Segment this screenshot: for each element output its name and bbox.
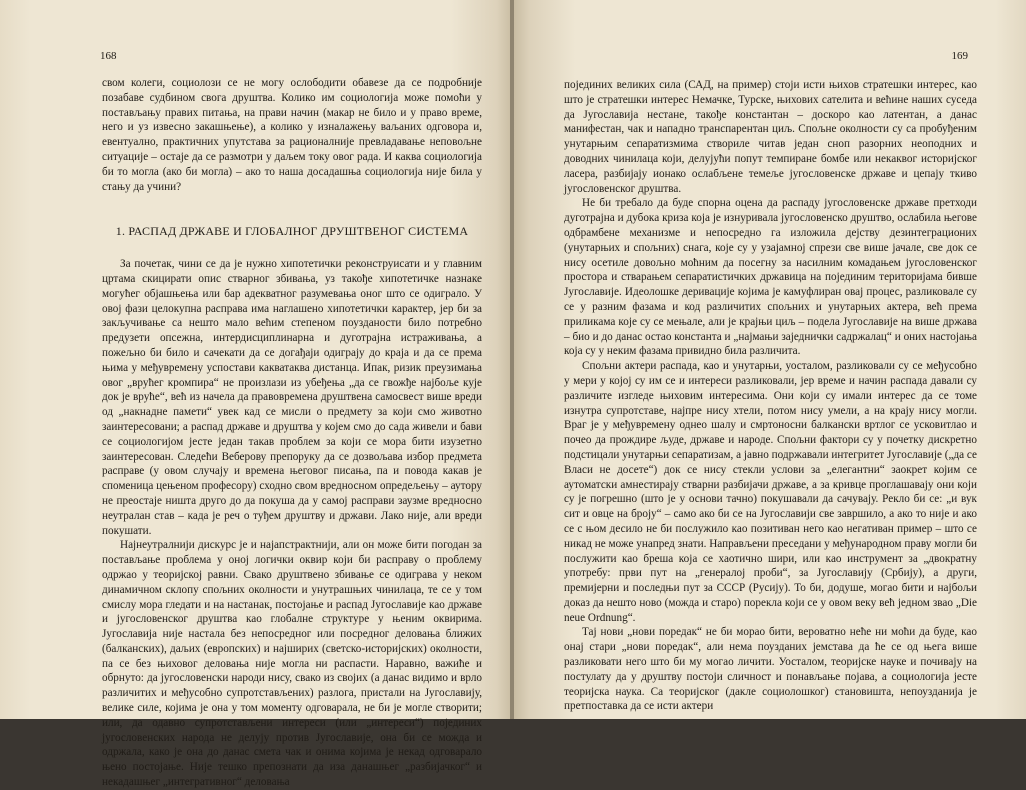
paragraph: Тај нови „нови поредак“ не би морао бити, вероватно неће ни моћи да буде, као онај стари „нови поредак“, али нема поузданих јемстава да ће се од њега више разликовати него што би му могао личити. Уосталом, теоријске науке и почивају на постулату да у друштву постоји сличност и понављање појава, а социологија јесте теоријска наука. Са теоријског (дакле социолошког) становишта, непоузданија је претпоставка да се исти актери [564, 626, 977, 713]
page-number: 168 [100, 50, 117, 62]
paragraph: Не би требало да буде спорна оцена да распаду југословенске државе претходи дуготрајна и дубока криза која је изнуривала југословенско друштво, ослабила његове одбрамбене механизме и непосредно га изложила дејству дезинтеграционих (унутарњих и спољних) снага, које су у узајамној спрези све више јачале, све док се нису осетиле довољно моћним да посегну за насилним комадањем југословенског простора и стварањем сепаратистичких државица на појединим територијама бивше Југославије. Идеолошке деривације којима је камуфлиран овај процес, разликовале су се у разним фазама и код различитих спољних и унутарњих актера, већ према приликама које су се мењале, али је крајњи циљ – подела Југославије на више држава – био и до данас остао константа и „најмањи заједнички садржалац“ и оних настојања која су у неким фазама привидно била различита. [564, 197, 977, 358]
paragraph: свом колеги, социолози се не могу ослободити обавезе да се подробније позабаве судбином свога друштва. Колико им социологија може помоћи у постављању правих питања, на прави начин (макар не било и у право време, него и уз извесно закашњење), а колико у изналажењу ваљаних одговора и, евентуално, практичних упутстава за рационалније превладавање неповољне ситуације – остаје да се размотри у даљем току овог рада. И каква социологија би то могла (ако би могла) – ако то наша досадашња социологија није била у стању да учини? [102, 77, 482, 193]
page-body [564, 78, 977, 714]
paragraph: Најнеутралнији дискурс је и најапстрактнији, али он може бити погодан за постављање проблема у оној логички оквир који би расправу о проблему одржао у теоријској равни. Свако друштвено збивање се одиграва у неком динамичном склопу спољних околности и унутрашњих чинилаца, те се у том смислу мора гледати и на настанак, постојање и распад Југославије као државе и југословенског друштва као глобалне структуре у њеним оквирима. Југославија није настала без непосредног или посредног деловања ближих (балканских), даљих (европских) и најширих (светско-историјских) околности, па се без њиховог деловања није могла ни распасти. Наравно, важиће и обрнуто: да југословенски народи нису, свако из својих (а данас видимо и врло различитих и међусобно супротстављених) разлога, пристали на Југославију, велике силе, којима је она у том моменту одговарала, не би је могле створити; или, да одавно супротстављени интереси (или „интереси“) појединих југословенских народа не делују против Југославије, она би се можда и одржала, како је она до данас смета чак и онима којима је некад одговарало њено постојање. Није тешко препознати да иза данашњег „разбијачког“ и некадашњег „интегративног“ деловања [102, 539, 482, 789]
paragraph: појединих великих сила (САД, на пример) стоји исти њихов стратешки интерес, као што је стратешки интерес Немачке, Турске, њихових сателита и већине наших суседа да Југославија нестане, такође константан – доскоро као латентан, а данас манифестан, чак и нападно транспарентан циљ. Спољне околности су са пробуђеним унутарњим сепаратизмима створиле читав један сноп разорних неоподних и доводних чинилаца који, делујући попут темпиране бомбе или некаквог историјског ласера, разбијају ионако ослабљене темеље југословенске државе и цепају ткиво југословенског друштва. [564, 79, 977, 195]
left-page [0, 0, 512, 789]
page-number: 169 [951, 50, 968, 62]
paragraph: Спољни актери распада, као и унутарњи, уосталом, разликовали су се међусобно у мери у којој су им се и интереси разликовали, јер време и начин распада давали су различите изгледе њиховим интересима. Они који су имали интерес да се томе изнутра супротставе, најпре нису хтели, потом нису умели, а на крају нису могли. Враг је у међувремену однео шалу и смртоносни балкански вртлог се усковитлао и почео да прождире људе, државе и народе. Спољни фактори су у почетку дискретно подстицали унутарњи сепаратизам, а јавно подржавали интегритет Југославије („да се Власи не досете“) док се нису стекли услови за „елегантни“ заокрет којим се аутоматски амнестирају стварни разбијачи државе, а за кривце проглашавају они који су је погрешно (што је у основи тачно) покушавали да сачувају. Рекло би се: „и вук сит и овце на броју“ – само ако би се на Југославији све завршило, а ако то није и ако се с њом десило не би послужило као позитиван него као негативан пример – што се никад не може унапред знати. Направљени преседани у међународном праву могли би послужити као бреша која се хаотично шири, или као инструмент за „двократну употребу: први пут на „генералој проби“, за Југославију (Србију), а други, премијерни и последњи пут за СССР (Русију). То би, додуше, могао бити и најбољи доказ да нешто ново (можда и старо) порекла који се у овом веку већ једном звао „Die neue Ordnung“. [564, 360, 977, 624]
page-body [102, 76, 482, 790]
section-heading: 1. РАСПАД ДРЖАВЕ И ГЛОБАЛНОГ ДРУШТВЕНОГ СИСТЕМА [115, 224, 469, 239]
right-page [514, 0, 1026, 719]
paragraph: За почетак, чини се да је нужно хипотетички реконструисати и у главним цртама скицирати опис стварног збивања, уз такође хипотетичке назнаке могућег објашњења или бар адекватног разумевања оног што се одиграло. У овој фази целокупна расправа има наглашено хипотетички карактер, јер би за закључивање са нешто мало већим степеном поузданости било потребно предузети опсежна, интердисциплинарна и дуготрајна истраживања, а пожељно би било и сачекати да се догађаји одиграју до краја и да се према њима у међувремену успостави какватаква дистанца. Ипак, ризик преузимања овог „врућег кромпира“ не произлази из убеђења „да се гвожђе најбоље кује док је вруће“, већ из начела да правовремена друштвена самосвест више вреди од „накнадне памети“ увек кад се мисли о предмету за који смо животно заинтересовани; а распад државе и друштва у којем смо до сада живели и бави се социологијом јесте један такав проблем за који се мора бити изузетно заинтересован. Следећи Веберову препоруку да се дозвољава избор предмета расправе (у овом случају и времена његовог писања, па и повода какав је споменица цењеном професору) сходно свом вредносном опредељењу – аутору не преостаје ништа друго до да покуша да у самој расправи заузме вредносно неутралан став – када је реч о туђем друштву и држави. Лако није, али вреди покушати. [102, 258, 482, 537]
